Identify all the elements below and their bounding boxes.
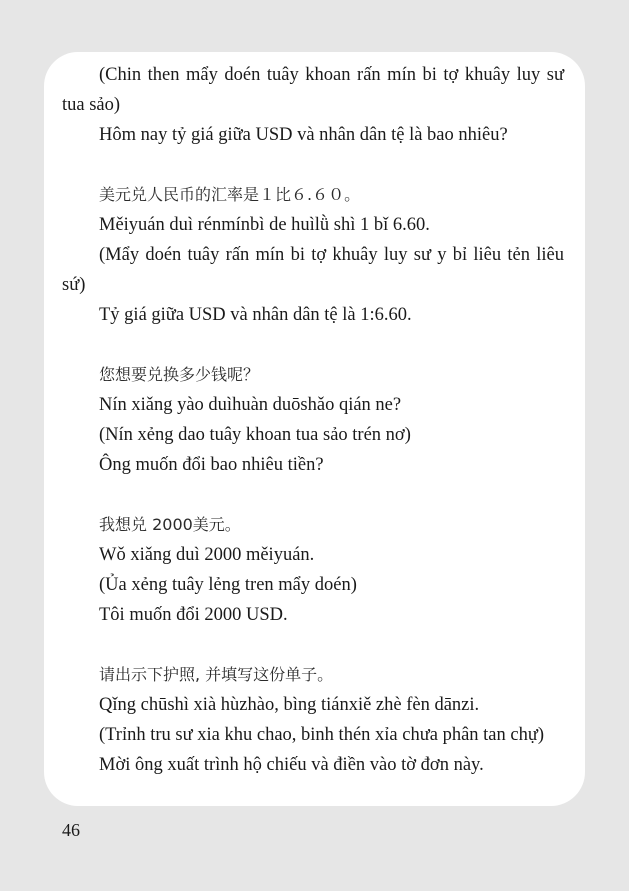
pinyin-line: Měiyuán duì rénmínbì de huìlǜ shì 1 bǐ 6.60. (99, 215, 430, 235)
phonetic-line: (Ủa xẻng tuây lẻng tren mẩy doén) (99, 575, 357, 595)
phonetic-line: (Nín xẻng dao tuây khoan tua sảo trén nơ) (99, 425, 411, 445)
pinyin-line: Wǒ xiǎng duì 2000 měiyuán. (99, 545, 315, 565)
phonetic-line: (Trỉnh tru sư xia khu chao, binh thén xỉa chưa phân tan chự) (99, 725, 545, 745)
pinyin-line: Qǐng chūshì xià hùzhào, bìng tiánxiě zhè fèn dānzi. (99, 695, 480, 715)
vietnamese-line: Mời ông xuất trình hộ chiếu và điền vào tờ đơn này. (99, 755, 484, 775)
page-number: 46 (62, 820, 80, 840)
chinese-line: 请出示下护照, 并填写这份单子。 (99, 665, 334, 684)
phonetic-line: (Mẩy doén tuây rấn mín bi tợ khuây luy sư y bỉ liêu tẻn liêu sứ) (62, 245, 564, 295)
phonetic-line: (Chin then mẩy doén tuây khoan rấn mín bi tợ khuây luy sư tua sảo) (62, 65, 564, 115)
vietnamese-line: Hôm nay tỷ giá giữa USD và nhân dân tệ là bao nhiêu? (99, 125, 508, 145)
chinese-line: 您想要兑换多少钱呢？ (99, 365, 260, 384)
chinese-line: 美元兑人民币的汇率是１比６.６０。 (99, 185, 361, 204)
vietnamese-line: Tỷ giá giữa USD và nhân dân tệ là 1:6.60. (99, 305, 412, 325)
pinyin-line: Nín xiǎng yào duìhuàn duōshǎo qián ne? (99, 395, 402, 415)
vietnamese-line: Ông muốn đổi bao nhiêu tiền? (99, 455, 324, 475)
chinese-line: 我想兑 2000美元。 (99, 515, 241, 534)
vietnamese-line: Tôi muốn đổi 2000 USD. (99, 605, 288, 625)
dialogue-text (62, 60, 564, 780)
